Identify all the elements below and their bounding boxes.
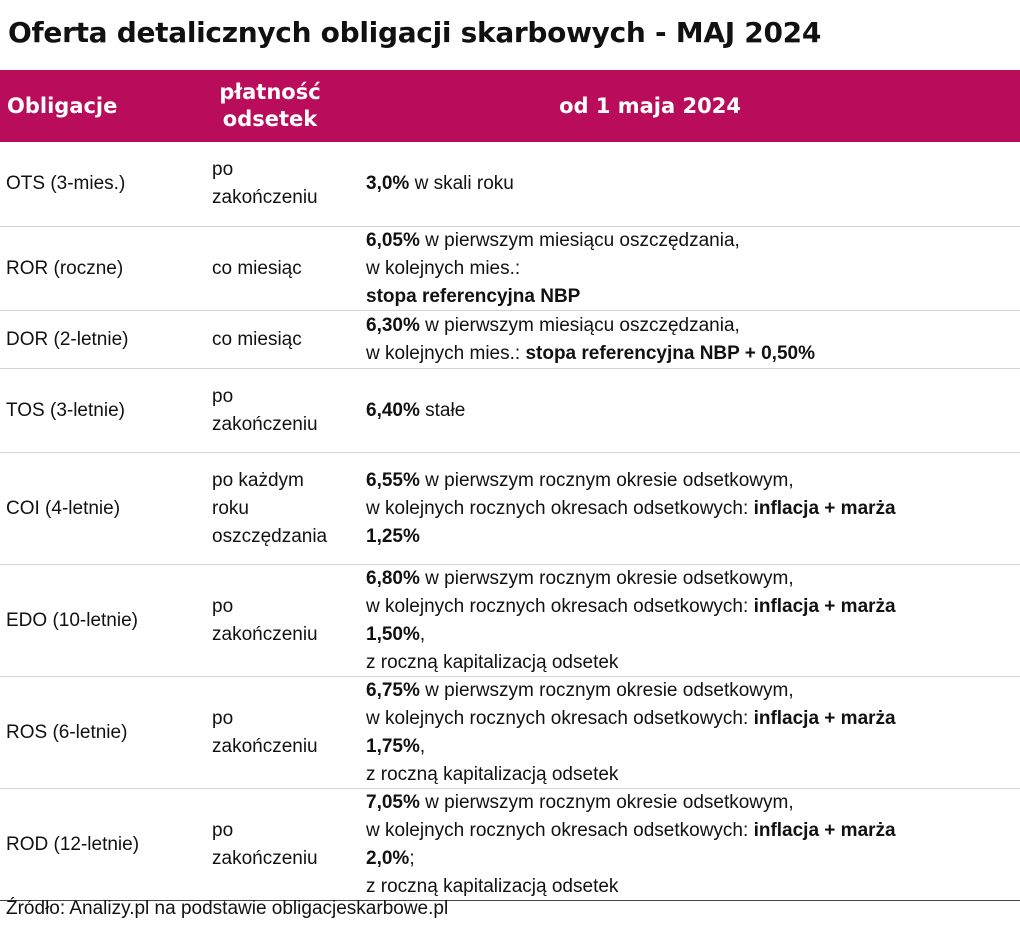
table-row <box>0 453 1020 565</box>
offer-line <box>366 677 896 705</box>
offer-text: w pierwszym miesiącu oszczędzania, <box>419 229 740 251</box>
offer-text: w skali roku <box>409 173 514 194</box>
interest-payment-line: po <box>212 819 234 841</box>
offer-line <box>366 733 896 761</box>
offer-line: w kolejnych mies.: <box>366 257 521 279</box>
table-row <box>0 565 1020 677</box>
interest-payment <box>205 565 366 676</box>
offer-line <box>366 495 896 523</box>
offer-line <box>366 283 740 311</box>
offer-line <box>366 170 514 198</box>
offer-description <box>366 789 1020 900</box>
bond-name: ROD (12-letnie) <box>6 833 140 855</box>
offer-emphasis: stopa referencyjna NBP + 0,50% <box>525 342 815 364</box>
offer-rate: 6,75% <box>366 679 420 701</box>
offer-text: w pierwszym rocznym okresie odsetkowym, <box>419 679 794 701</box>
offer-description <box>366 677 1020 788</box>
offer-rate: 6,40% <box>366 399 420 421</box>
interest-payment <box>205 677 366 788</box>
interest-payment-line: co miesiąc <box>212 257 302 279</box>
bonds-table <box>0 70 1020 901</box>
interest-payment-line: zakończeniu <box>212 413 318 435</box>
interest-payment-line: po <box>212 707 234 729</box>
offer-text: w kolejnych mies.: <box>366 342 526 364</box>
offer-rate: 6,55% <box>366 469 420 491</box>
interest-payment <box>205 789 366 900</box>
offer-margin: 1,50% <box>366 623 420 645</box>
offer-text: w kolejnych rocznych okresach odsetkowych: <box>366 497 754 519</box>
bond-name: OTS (3-mies.) <box>6 173 126 194</box>
offer-rate: 3,0% <box>366 173 410 194</box>
interest-payment-line: zakończeniu <box>212 187 318 208</box>
interest-payment-line: co miesiąc <box>212 328 302 350</box>
interest-payment-line: po <box>212 159 234 180</box>
header-interest-payment-line2: odsetek <box>222 107 318 131</box>
offer-punct: , <box>419 735 426 757</box>
offer-text: w pierwszym miesiącu oszczędzania, <box>419 314 740 336</box>
table-row <box>0 677 1020 789</box>
offer-emphasis: inflacja + marża <box>753 819 896 841</box>
table-row <box>0 227 1020 311</box>
offer-text: w pierwszym rocznym okresie odsetkowym, <box>419 567 794 589</box>
offer-rate: 6,05% <box>366 229 420 251</box>
offer-line <box>366 565 896 593</box>
offer-punct: ; <box>409 847 415 869</box>
interest-payment <box>205 453 366 564</box>
header-interest-payment-line1: płatność <box>219 80 321 104</box>
offer-text: w kolejnych rocznych okresach odsetkowych: <box>366 707 754 729</box>
interest-payment <box>205 142 366 226</box>
bond-name: ROS (6-letnie) <box>6 721 128 743</box>
table-row <box>0 142 1020 227</box>
offer-margin: 2,0% <box>366 847 410 869</box>
interest-payment-line: oszczędzania <box>212 525 328 547</box>
offer-description <box>366 311 1020 368</box>
offer-line <box>366 817 896 845</box>
table-header <box>0 70 1020 142</box>
offer-description <box>366 227 1020 310</box>
interest-payment <box>205 369 366 452</box>
offer-description <box>366 565 1020 676</box>
interest-payment-line: zakończeniu <box>212 735 318 757</box>
bond-name: ROR (roczne) <box>6 257 124 279</box>
offer-line <box>366 397 465 425</box>
offer-text: stałe <box>419 399 466 421</box>
offer-line <box>366 593 896 621</box>
offer-line <box>366 227 740 255</box>
offer-text: w pierwszym rocznym okresie odsetkowym, <box>419 469 794 491</box>
offer-text: w kolejnych rocznych okresach odsetkowych: <box>366 819 754 841</box>
offer-margin: 1,25% <box>366 525 420 547</box>
header-bonds: Obligacje <box>7 94 118 118</box>
interest-payment <box>205 227 366 310</box>
offer-emphasis: inflacja + marża <box>753 497 896 519</box>
offer-description <box>366 142 1020 226</box>
table-row <box>0 789 1020 901</box>
offer-line <box>366 705 896 733</box>
offer-line <box>366 523 896 551</box>
offer-line <box>366 789 896 817</box>
offer-rate: 7,05% <box>366 791 420 813</box>
offer-description <box>366 369 1020 452</box>
offer-margin: 1,75% <box>366 735 420 757</box>
offer-line <box>366 312 815 340</box>
offer-emphasis: stopa referencyjna NBP <box>366 285 581 307</box>
offer-line: z roczną kapitalizacją odsetek <box>366 651 619 673</box>
interest-payment <box>205 311 366 368</box>
offer-line <box>366 621 896 649</box>
interest-payment-line: zakończeniu <box>212 623 318 645</box>
offer-line: z roczną kapitalizacją odsetek <box>366 875 619 897</box>
offer-emphasis: inflacja + marża <box>753 595 896 617</box>
table-row <box>0 311 1020 369</box>
source-note: Źródło: Analizy.pl na podstawie obligacjeskarbowe.pl <box>6 898 449 919</box>
interest-payment-line: zakończeniu <box>212 847 318 869</box>
header-offer-date: od 1 maja 2024 <box>559 94 741 118</box>
offer-rate: 6,80% <box>366 567 420 589</box>
offer-punct: , <box>419 623 426 645</box>
bond-name: DOR (2-letnie) <box>6 328 129 350</box>
offer-line <box>366 845 896 873</box>
interest-payment-line: po <box>212 595 234 617</box>
table-row <box>0 369 1020 453</box>
interest-payment-line: roku <box>212 497 249 519</box>
header-interest-payment <box>200 70 370 142</box>
offer-line: z roczną kapitalizacją odsetek <box>366 763 619 785</box>
bond-name: COI (4-letnie) <box>6 497 121 519</box>
offer-emphasis: inflacja + marża <box>753 707 896 729</box>
offer-line <box>366 467 896 495</box>
interest-payment-line: po każdym <box>212 469 304 491</box>
interest-payment-line: po <box>212 385 234 407</box>
bond-name: EDO (10-letnie) <box>6 609 138 631</box>
offer-text: w kolejnych rocznych okresach odsetkowych: <box>366 595 754 617</box>
page-title: Oferta detalicznych obligacji skarbowych - MAJ 2024 <box>8 16 821 49</box>
offer-text: w pierwszym rocznym okresie odsetkowym, <box>419 791 794 813</box>
offer-rate: 6,30% <box>366 314 420 336</box>
offer-line <box>366 340 815 368</box>
bond-name: TOS (3-letnie) <box>6 399 125 421</box>
offer-description <box>366 453 1020 564</box>
